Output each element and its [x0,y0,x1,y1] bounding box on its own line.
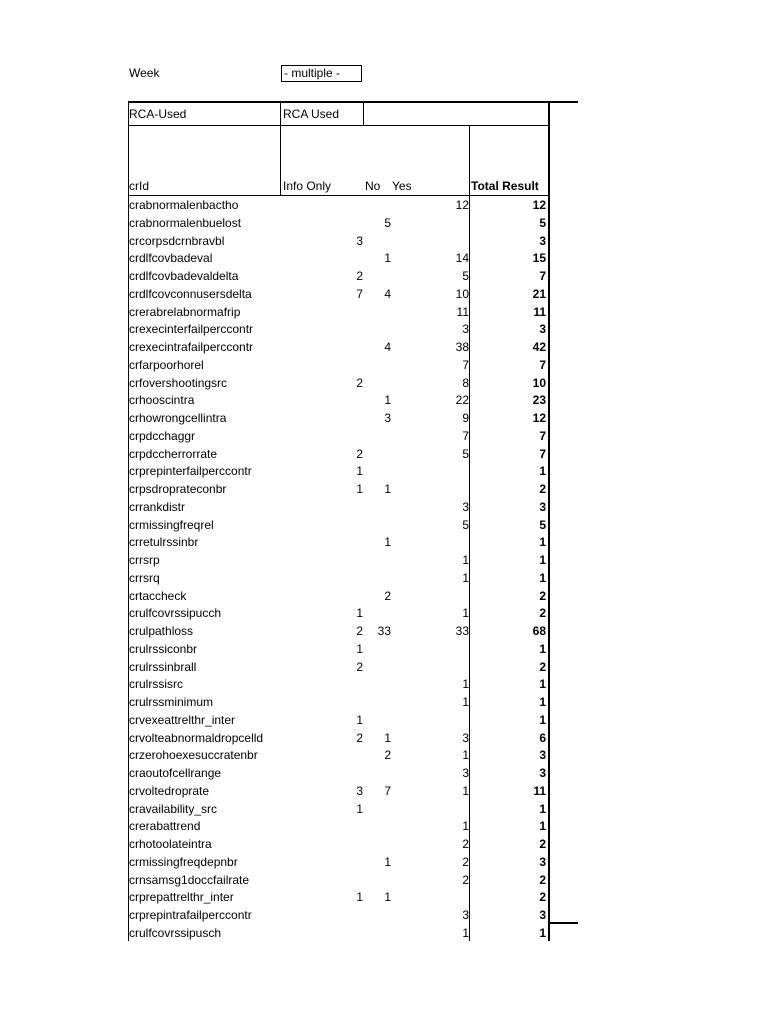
table-row [129,800,549,818]
row-crid: crdlfcovbadeval [129,251,213,266]
row-total-result: 11 [533,783,546,798]
row-no: 1 [384,251,391,266]
table-row [129,232,549,250]
table-row [129,569,549,587]
row-no: 2 [384,588,391,603]
row-info-only: 2 [356,659,363,674]
header-column-divider [280,103,281,196]
row-yes: 11 [456,304,469,319]
row-total-result: 12 [532,198,546,212]
row-crid: crulrssminimum [129,695,213,709]
table-row [129,764,549,782]
table-row [129,356,549,374]
row-total-result: 1 [539,553,546,567]
row-crid: crulpathloss [129,624,194,638]
row-total-result: 7 [539,269,546,283]
row-no: 1 [384,393,391,408]
table-row [129,658,549,676]
table-row [129,445,549,463]
row-yes: 10 [455,286,469,301]
row-total-result: 1 [539,535,546,550]
table-row [129,746,549,764]
row-crid: crhowrongcellintra [129,411,227,425]
row-crid: crulrssiconbr [129,641,198,656]
header-cell-divider [363,103,364,125]
row-yes: 38 [455,340,469,354]
row-crid: crulfcovrssipucch [129,606,222,621]
row-yes: 12 [455,198,469,212]
row-info-only: 1 [356,606,363,621]
row-total-result: 3 [539,233,546,248]
row-crid: crexecintrafailperccontr [129,340,254,354]
row-total-result: 6 [539,730,546,745]
table-row [129,498,549,516]
row-crid: crdlfcovconnusersdelta [129,286,252,301]
row-yes: 3 [462,730,469,745]
table-row [129,338,549,356]
row-crid: crhotoolateintra [129,837,212,851]
row-crid: cravailability_src [129,801,218,816]
table-row [129,303,549,321]
row-info-only: 1 [356,482,363,496]
row-total-result: 2 [539,872,546,887]
row-yes: 1 [462,819,469,834]
row-total-result: 2 [539,659,546,674]
table-row [129,427,549,445]
row-total-result: 5 [539,215,546,230]
row-total-result: 3 [539,766,546,780]
table-row [129,533,549,551]
row-yes: 3 [462,322,469,337]
row-total-result: 7 [539,446,546,461]
row-yes: 14 [455,251,469,266]
table-end-marker [548,922,578,924]
total-result-column-header: Total Result [471,179,539,193]
row-total-result: 3 [539,499,546,514]
row-total-result: 10 [532,375,546,390]
row-total-result: 11 [533,304,546,319]
row-total-result: 3 [539,908,546,922]
row-no: 3 [384,411,391,425]
row-info-only: 1 [356,641,363,656]
row-total-result: 23 [532,393,546,408]
row-total-result: 1 [539,819,546,834]
row-info-only: 3 [356,233,363,248]
row-crid: crulrssinbrall [129,659,197,674]
row-total-result: 1 [539,677,546,692]
table-row [129,409,549,427]
row-crid: crvolteabnormaldropcelld [129,730,264,745]
table-row [129,729,549,747]
row-crid: crrsrp [129,553,160,567]
row-yes: 1 [462,570,469,585]
table-row [129,374,549,392]
row-total-result: 2 [539,482,546,496]
week-filter-label: Week [129,66,160,80]
row-crid: craoutofcellrange [129,766,222,780]
row-yes: 22 [455,393,469,408]
crid-column-header[interactable]: crId [129,179,150,193]
no-column-header: No [365,179,381,193]
row-crid: crprepintrafailperccontr [129,908,252,922]
row-yes: 33 [455,624,469,638]
row-total-result: 1 [539,925,546,940]
table-row [129,888,549,906]
row-info-only: 1 [356,801,363,816]
row-crid: crulrssisrc [129,677,183,692]
row-info-only: 1 [356,712,363,727]
row-yes: 8 [462,375,469,390]
row-crid: crerabrelabnormafrip [129,304,241,319]
row-yes: 3 [462,766,469,780]
row-crid: crnsamsg1doccfailrate [129,872,250,887]
row-yes: 1 [462,925,469,940]
row-crid: crfarpoorhorel [129,357,204,372]
row-yes: 1 [462,695,469,709]
row-no: 7 [384,783,391,798]
row-total-result: 2 [539,890,546,905]
row-no: 1 [384,730,391,745]
info-only-column-header: Info Only [283,179,332,193]
row-info-only: 3 [356,783,363,798]
table-row [129,267,549,285]
row-yes: 2 [462,854,469,869]
row-crid: crpdccherrorrate [129,446,218,461]
row-crid: crabnormalenbactho [129,198,239,212]
row-crid: crzerohoexesuccratenbr [129,748,258,763]
table-row [129,675,549,693]
row-yes: 2 [462,837,469,851]
row-yes: 9 [462,411,469,425]
row-total-result: 1 [539,464,546,479]
row-total-result: 7 [539,357,546,372]
row-crid: crpsdroprateconbr [129,482,227,496]
row-info-only: 2 [356,375,363,390]
header-divider [128,125,548,126]
row-crid: crabnormalenbuelost [129,215,242,230]
row-crid: crtaccheck [129,588,187,603]
row-total-result: 1 [539,695,546,709]
row-total-result: 68 [532,624,546,638]
row-crid: crfovershootingsrc [129,375,228,390]
row-crid: crmissingfreqrel [129,517,214,532]
row-total-result: 2 [539,588,546,603]
row-total-result: 2 [539,837,546,851]
row-crid: crulfcovrssipusch [129,925,222,940]
table-row [129,551,549,569]
row-crid: crvoltedroprate [129,783,210,798]
row-yes: 1 [462,553,469,567]
table-row [129,462,549,480]
row-no: 5 [384,215,391,230]
row-total-result: 15 [532,251,546,266]
row-crid: crrankdistr [129,499,186,514]
yes-column-header: Yes [392,179,412,193]
row-crid: crhooscintra [129,393,195,408]
table-row [129,214,549,232]
row-info-only: 2 [356,269,363,283]
row-no: 1 [384,854,391,869]
row-total-result: 5 [539,517,546,532]
table-row [129,782,549,800]
table-row [129,196,549,214]
table-row [129,640,549,658]
rca-used-field-label: RCA-Used [129,107,187,121]
row-no: 33 [377,624,391,638]
row-no: 4 [384,340,391,354]
row-crid: crprepinterfailperccontr [129,464,252,479]
row-yes: 1 [462,748,469,763]
row-yes: 1 [462,677,469,692]
row-total-result: 3 [539,748,546,763]
table-row [129,711,549,729]
row-yes: 7 [462,428,469,443]
row-crid: crprepattrelthr_inter [129,890,234,905]
row-total-result: 1 [539,712,546,727]
row-info-only: 7 [356,286,363,301]
row-yes: 3 [462,908,469,922]
row-crid: crpdcchaggr [129,428,196,443]
table-row [129,285,549,303]
row-yes: 5 [462,517,469,532]
row-no: 2 [384,748,391,763]
row-crid: crvexeattrelthr_inter [129,712,236,727]
row-no: 1 [384,535,391,550]
week-filter-dropdown[interactable]: - multiple - [281,65,362,82]
table-row [129,817,549,835]
table-row [129,622,549,640]
row-info-only: 2 [356,624,363,638]
row-crid: crmissingfreqdepnbr [129,854,238,869]
row-no: 1 [384,482,391,496]
table-row [129,871,549,889]
row-total-result: 42 [532,340,546,354]
table-row [129,249,549,267]
rca-used-column-header[interactable]: RCA Used [283,107,340,121]
row-crid: crretulrssinbr [129,535,199,550]
table-row [129,391,549,409]
row-total-result: 3 [539,854,546,869]
row-total-result: 12 [532,411,546,425]
table-row [129,587,549,605]
row-yes: 7 [462,357,469,372]
table-row [129,924,549,942]
table-row [129,906,549,924]
row-yes: 1 [462,606,469,621]
row-total-result: 2 [539,606,546,621]
row-info-only: 2 [356,446,363,461]
table-row [129,604,549,622]
row-yes: 2 [462,872,469,887]
row-total-result: 3 [539,322,546,337]
table-row [129,853,549,871]
row-crid: crcorpsdcrnbravbl [129,233,225,248]
row-info-only: 1 [356,464,363,479]
table-row [129,835,549,853]
row-yes: 5 [462,269,469,283]
row-total-result: 21 [532,286,546,301]
table-row [129,693,549,711]
table-row [129,516,549,534]
row-total-result: 1 [539,641,546,656]
row-no: 1 [384,890,391,905]
row-total-result: 1 [539,801,546,816]
row-yes: 3 [462,499,469,514]
row-info-only: 2 [356,730,363,745]
row-crid: crrsrq [129,570,160,585]
row-no: 4 [384,286,391,301]
row-yes: 1 [462,783,469,798]
row-yes: 5 [462,446,469,461]
table-row [129,480,549,498]
row-info-only: 1 [356,890,363,905]
row-crid: crdlfcovbadevaldelta [129,269,239,283]
table-top-border [128,101,578,103]
row-total-result: 1 [539,570,546,585]
row-crid: crexecinterfailperccontr [129,322,254,337]
row-total-result: 7 [539,428,546,443]
row-crid: crerabattrend [129,819,201,834]
table-row [129,320,549,338]
